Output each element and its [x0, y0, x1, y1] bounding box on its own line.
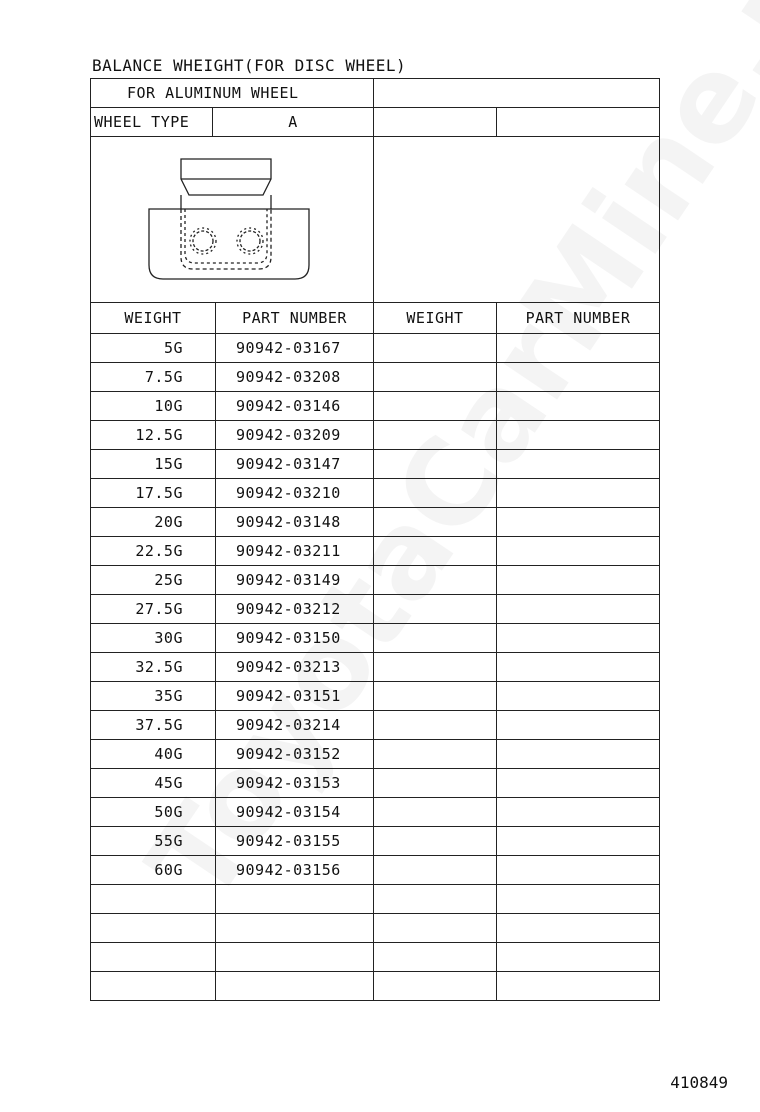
weight-cell: 7.5G [90, 362, 216, 392]
blank-cell [373, 884, 497, 914]
blank-cell [373, 78, 660, 108]
wheel-type-value: A [212, 107, 374, 137]
part-number-cell: 90942-03146 [215, 391, 374, 421]
weight-cell: 5G [90, 333, 216, 363]
blank-cell [373, 739, 497, 769]
part-number-cell: 90942-03209 [215, 420, 374, 450]
wheel-type-label: WHEEL TYPE [90, 107, 213, 137]
blank-cell [496, 623, 660, 653]
part-number-cell: 90942-03153 [215, 768, 374, 798]
part-number-cell: 90942-03151 [215, 681, 374, 711]
part-number-cell: 90942-03149 [215, 565, 374, 595]
blank-cell [373, 536, 497, 566]
blank-cell [373, 971, 497, 1001]
blank-cell [373, 333, 497, 363]
blank-cell [373, 594, 497, 624]
balance-weight-diagram [91, 137, 375, 304]
page-title: BALANCE WHEIGHT(FOR DISC WHEEL) [92, 56, 407, 75]
blank-cell [496, 826, 660, 856]
part-number-cell: 90942-03155 [215, 826, 374, 856]
weight-cell: 37.5G [90, 710, 216, 740]
weight-cell: 25G [90, 565, 216, 595]
blank-cell [496, 565, 660, 595]
blank-cell [373, 768, 497, 798]
weight-cell: 50G [90, 797, 216, 827]
header-weight: WEIGHT [90, 302, 216, 334]
blank-cell [496, 507, 660, 537]
blank-cell [496, 107, 660, 137]
blank-cell [496, 913, 660, 943]
blank-cell [496, 420, 660, 450]
weight-cell: 30G [90, 623, 216, 653]
blank-cell [496, 710, 660, 740]
part-number-cell [215, 971, 374, 1001]
blank-cell [373, 652, 497, 682]
weight-cell: 45G [90, 768, 216, 798]
weight-cell [90, 971, 216, 1001]
blank-cell [496, 478, 660, 508]
weight-cell: 22.5G [90, 536, 216, 566]
part-number-cell [215, 913, 374, 943]
weight-cell: 17.5G [90, 478, 216, 508]
header-part-number: PART NUMBER [215, 302, 374, 334]
blank-cell [373, 478, 497, 508]
part-number-cell: 90942-03156 [215, 855, 374, 885]
weight-cell: 60G [90, 855, 216, 885]
blank-cell [496, 768, 660, 798]
blank-cell [373, 826, 497, 856]
diagram-cell [90, 136, 374, 303]
blank-cell [373, 565, 497, 595]
blank-cell [373, 797, 497, 827]
blank-cell [373, 107, 497, 137]
blank-cell [373, 710, 497, 740]
blank-cell [373, 681, 497, 711]
blank-cell [496, 681, 660, 711]
blank-cell [496, 362, 660, 392]
blank-cell [496, 797, 660, 827]
part-number-cell: 90942-03150 [215, 623, 374, 653]
blank-cell [373, 362, 497, 392]
part-number-cell [215, 884, 374, 914]
part-number-cell: 90942-03208 [215, 362, 374, 392]
blank-cell [496, 884, 660, 914]
section-heading: FOR ALUMINUM WHEEL [90, 78, 374, 108]
header-part-number-2: PART NUMBER [496, 302, 660, 334]
blank-diagram-cell [373, 136, 660, 303]
blank-cell [373, 855, 497, 885]
part-number-cell: 90942-03148 [215, 507, 374, 537]
weight-cell [90, 942, 216, 972]
blank-cell [373, 449, 497, 479]
part-number-cell: 90942-03147 [215, 449, 374, 479]
blank-cell [496, 594, 660, 624]
part-number-cell: 90942-03211 [215, 536, 374, 566]
part-number-cell: 90942-03214 [215, 710, 374, 740]
blank-cell [496, 652, 660, 682]
weight-cell [90, 913, 216, 943]
part-number-cell: 90942-03167 [215, 333, 374, 363]
part-number-cell: 90942-03212 [215, 594, 374, 624]
blank-cell [496, 391, 660, 421]
blank-cell [496, 855, 660, 885]
parts-table [90, 78, 660, 995]
weight-cell: 27.5G [90, 594, 216, 624]
weight-cell: 35G [90, 681, 216, 711]
part-number-cell: 90942-03213 [215, 652, 374, 682]
part-number-cell: 90942-03152 [215, 739, 374, 769]
weight-cell: 20G [90, 507, 216, 537]
blank-cell [496, 942, 660, 972]
header-weight-2: WEIGHT [373, 302, 497, 334]
blank-cell [496, 333, 660, 363]
part-number-cell: 90942-03154 [215, 797, 374, 827]
blank-cell [373, 623, 497, 653]
document-code: 410849 [670, 1073, 728, 1092]
weight-cell: 15G [90, 449, 216, 479]
weight-cell: 40G [90, 739, 216, 769]
weight-cell: 55G [90, 826, 216, 856]
blank-cell [373, 420, 497, 450]
weight-cell: 32.5G [90, 652, 216, 682]
blank-cell [373, 942, 497, 972]
weight-cell: 12.5G [90, 420, 216, 450]
blank-cell [373, 913, 497, 943]
part-number-cell [215, 942, 374, 972]
blank-cell [496, 971, 660, 1001]
weight-cell: 10G [90, 391, 216, 421]
blank-cell [496, 739, 660, 769]
blank-cell [496, 536, 660, 566]
blank-cell [373, 391, 497, 421]
part-number-cell: 90942-03210 [215, 478, 374, 508]
blank-cell [496, 449, 660, 479]
weight-cell [90, 884, 216, 914]
blank-cell [373, 507, 497, 537]
